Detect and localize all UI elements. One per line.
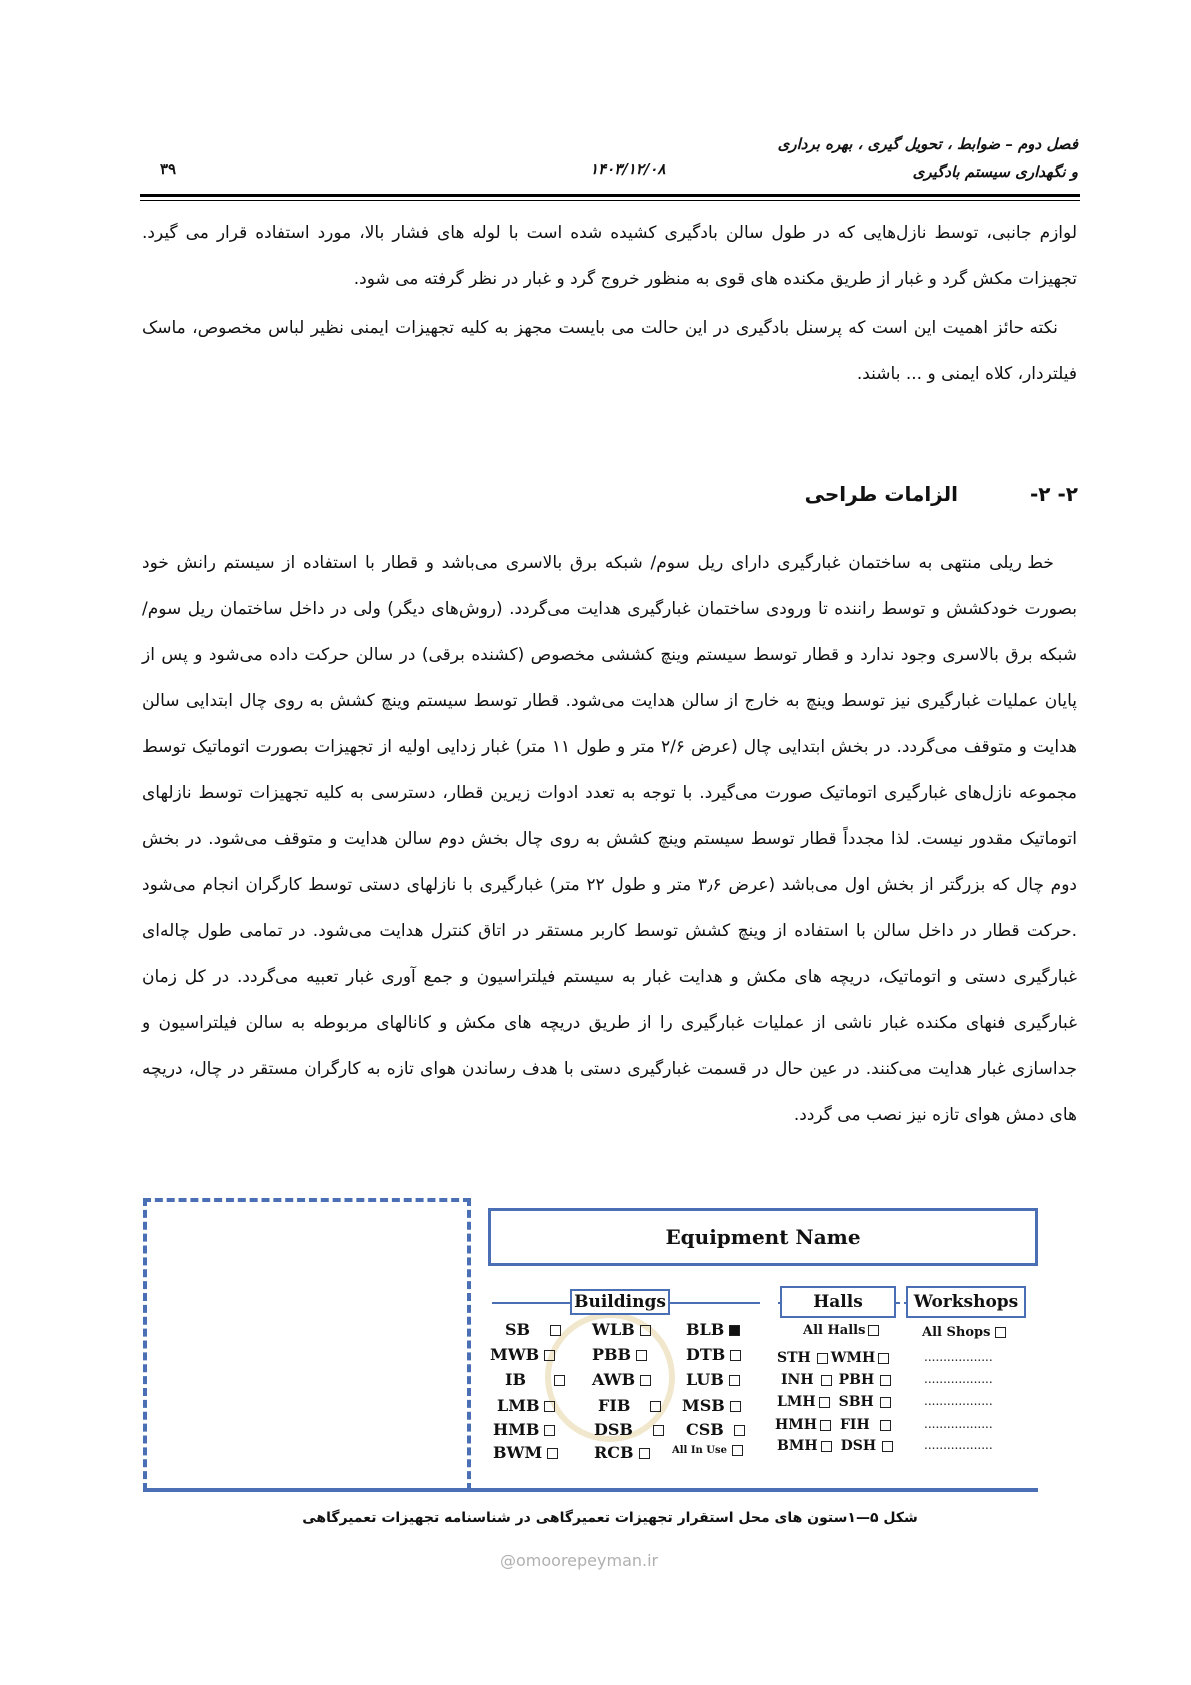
building-sb — [505, 1320, 561, 1339]
section-number: ۲- ۲- — [1029, 482, 1078, 506]
building-mwb — [490, 1345, 555, 1364]
building-awb — [592, 1370, 651, 1389]
checkbox-icon[interactable] — [880, 1420, 891, 1431]
all-halls — [803, 1323, 879, 1338]
building-pbb-label: PBB — [592, 1345, 632, 1364]
building-fib-label: FIB — [598, 1396, 631, 1415]
buildings-label: Buildings — [570, 1289, 670, 1315]
checkbox-icon[interactable] — [653, 1425, 664, 1436]
building-all-in-use-label: All In Use — [672, 1445, 727, 1456]
hall-fih-label: FIH — [839, 1417, 870, 1433]
hall-wmh-label: WMH — [830, 1350, 876, 1366]
section-heading — [805, 482, 1078, 506]
all-halls-label: All Halls — [803, 1323, 866, 1338]
checkbox-icon[interactable] — [732, 1445, 743, 1456]
checkbox-icon[interactable] — [544, 1425, 555, 1436]
building-wlb — [592, 1320, 651, 1339]
building-lmb — [497, 1396, 555, 1415]
building-dsb — [594, 1420, 664, 1439]
building-msb-label: MSB — [682, 1396, 725, 1415]
checkbox-icon[interactable] — [817, 1353, 828, 1364]
paragraph-1: لوازم جانبی، توسط نازل‌هایی که در طول سالن بادگیری کشیده شده است با لوله های فشار بالا، مورد استفاده قرار می گیرد. تجهیزات مکش گرد و غبار از طریق مکنده های قوی به منظور خروج گرد و غبار در نظر گرفته می شود. — [142, 223, 1077, 289]
page-number: ۳۹ — [160, 160, 177, 178]
hall-lmh — [777, 1394, 891, 1410]
hall-sbh-label: SBH — [838, 1394, 874, 1410]
checkbox-icon[interactable] — [544, 1350, 555, 1361]
checkbox-icon[interactable] — [547, 1448, 558, 1459]
checkbox-icon[interactable] — [819, 1397, 830, 1408]
header-rule — [140, 194, 1080, 197]
building-wlb-label: WLB — [592, 1320, 635, 1339]
checkbox-icon[interactable] — [880, 1375, 891, 1386]
shop-line-4: .................. — [924, 1417, 993, 1431]
shop-line-5: .................. — [924, 1438, 993, 1452]
building-lub-label: LUB — [686, 1370, 724, 1389]
building-ib-label: IB — [505, 1370, 527, 1389]
equipment-name-box — [488, 1208, 1038, 1266]
hall-lmh-label: LMH — [777, 1394, 816, 1410]
building-mwb-label: MWB — [490, 1345, 540, 1364]
paragraph-2 — [142, 305, 1077, 397]
checkbox-icon[interactable] — [730, 1401, 741, 1412]
checkbox-icon[interactable] — [734, 1425, 745, 1436]
building-lmb-label: LMB — [497, 1396, 540, 1415]
section-title: الزامات طراحی — [804, 482, 958, 506]
building-fib — [598, 1396, 661, 1415]
building-ib — [505, 1370, 565, 1389]
hall-bmh — [777, 1438, 893, 1454]
building-csb — [686, 1420, 745, 1439]
checkbox-icon[interactable] — [550, 1325, 561, 1336]
checkbox-icon[interactable] — [730, 1350, 741, 1361]
building-rcb — [594, 1443, 650, 1462]
checkbox-icon[interactable] — [639, 1448, 650, 1459]
building-dsb-label: DSB — [594, 1420, 633, 1439]
checkbox-icon[interactable] — [878, 1353, 889, 1364]
paragraph-3 — [142, 540, 1077, 1138]
paragraph-2-text: نکته حائز اهمیت این است که پرسنل بادگیری در این حالت می بایست مجهز به کلیه تجهیزات ایمنی نظیر لباس مخصوص، ماسک فیلتردار، کلاه ایمنی و ... باشند. — [142, 318, 1077, 384]
checkbox-icon[interactable] — [544, 1401, 555, 1412]
building-hmb-label: HMB — [493, 1420, 540, 1439]
building-dtb — [686, 1345, 741, 1364]
checkbox-icon[interactable] — [820, 1420, 831, 1431]
checkbox-icon[interactable] — [640, 1375, 651, 1386]
building-msb — [682, 1396, 741, 1415]
checkbox-icon[interactable] — [554, 1375, 565, 1386]
checkbox-checked-icon[interactable] — [729, 1325, 740, 1336]
header-line-2: و نگهداری سیستم بادگیری — [912, 163, 1078, 181]
watermark-text: @omoorepeyman.ir — [500, 1551, 659, 1570]
hall-hmh — [775, 1417, 891, 1433]
building-pbb — [592, 1345, 647, 1364]
building-blb-label: BLB — [686, 1320, 725, 1339]
figure-dashed-frame — [143, 1198, 471, 1491]
checkbox-icon[interactable] — [729, 1375, 740, 1386]
shop-line-2: .................. — [924, 1372, 993, 1386]
building-bwm-label: BWM — [493, 1443, 543, 1462]
shop-line-3: .................. — [924, 1394, 993, 1408]
header-chapter — [658, 130, 1078, 186]
hall-pbh-label: PBH — [838, 1372, 875, 1388]
checkbox-icon[interactable] — [880, 1397, 891, 1408]
building-bwm — [493, 1443, 558, 1462]
building-blb — [686, 1320, 740, 1339]
building-dtb-label: DTB — [686, 1345, 726, 1364]
hall-inh-label: INH — [781, 1372, 814, 1388]
shop-line-1: .................. — [924, 1350, 993, 1364]
checkbox-icon[interactable] — [882, 1441, 893, 1452]
equipment-name-label: Equipment Name — [665, 1225, 861, 1249]
building-csb-label: CSB — [686, 1420, 724, 1439]
all-shops-label: All Shops — [922, 1325, 991, 1340]
figure-bottom-rule — [143, 1488, 1038, 1492]
checkbox-icon[interactable] — [821, 1375, 832, 1386]
checkbox-icon[interactable] — [650, 1401, 661, 1412]
hall-dsh-label: DSH — [840, 1438, 877, 1454]
figure-caption: شکل ۵—۱ستون های محل استقرار تجهیزات تعمیرگاهی در شناسنامه تجهیزات تعمیرگاهی — [302, 1510, 918, 1526]
checkbox-icon[interactable] — [868, 1325, 879, 1336]
hall-bmh-label: BMH — [777, 1438, 818, 1454]
building-awb-label: AWB — [592, 1370, 636, 1389]
building-lub — [686, 1370, 740, 1389]
header-line-1: فصل دوم – ضوابط ، تحویل گیری ، بهره برداری — [777, 135, 1078, 153]
checkbox-icon[interactable] — [640, 1325, 651, 1336]
workshops-label: Workshops — [906, 1286, 1026, 1318]
hall-sth-label: STH — [777, 1350, 811, 1366]
header-date: ۱۴۰۳/۱۲/۰۸ — [590, 160, 666, 178]
building-hmb — [493, 1420, 555, 1439]
hall-inh — [781, 1372, 891, 1388]
checkbox-icon[interactable] — [636, 1350, 647, 1361]
building-all-in-use — [672, 1445, 743, 1456]
hall-hmh-label: HMH — [775, 1417, 817, 1433]
checkbox-icon[interactable] — [821, 1441, 832, 1452]
hall-sth — [777, 1350, 889, 1366]
checkbox-icon[interactable] — [995, 1327, 1006, 1338]
building-rcb-label: RCB — [594, 1443, 634, 1462]
building-sb-label: SB — [505, 1320, 531, 1339]
header-rule-thin — [140, 200, 1080, 201]
halls-label: Halls — [780, 1286, 896, 1318]
paragraph-3-text: خط ریلی منتهی به ساختمان غبارگیری دارای ریل سوم/ شبکه برق بالاسری می‌باشد و قطار با استفاده از سیستم رانش خود بصورت خودکشش و توسط راننده تا ورودی ساختمان غبارگیری هدایت می‌گردد. (روش‌های دیگر) ولی در داخل ساختمان ریل سوم/ شبکه برق بالاسری وجود ندارد و قطار توسط سیستم وینچ کششی مخصوص (کشنده برقی) در سالن حرکت داده می‌شود و پس از پایان عملیات غبارگیری نیز توسط وینچ به خارج از سالن هدایت می‌شود. قطار توسط سیستم وینچ کشش به روی چال ابتدایی سالن هدایت و متوقف می‌گردد. در بخش ابتدایی چال (عرض ۲/۶ متر و طول ۱۱ متر) غبار زدایی اولیه از تجهیزات بصورت اتوماتیک توسط مجموعه نازل‌های غبارگیری اتوماتیک صورت می‌گیرد. با توجه به تعدد ادوات زیرین قطار، دسترسی به کلیه تجهیزات توسط نازلهای اتوماتیک مقدور نیست. لذا مجدداً قطار توسط سیستم وینچ کشش به روی چال بخش دوم سالن هدایت و متوقف می‌شود. در بخش دوم چال که بزرگتر از بخش اول می‌باشد (عرض ۳٫۶ متر و طول ۲۲ متر) غبارگیری با نازلهای دستی توسط کارگران انجام می‌شود .حرکت قطار در داخل سالن با استفاده از وینچ کشش توسط کاربر مستقر در اتاق کنترل هدایت می‌شود. در تمامی طول چاله‌ای غبارگیری دستی و اتوماتیک، دریچه های مکش و هدایت غبار به سیستم فیلتراسیون و جمع آوری غبار تعبیه می‌گردد. در کل زمان غبارگیری فنهای مکنده غبار ناشی از عملیات غبارگیری را از طریق دریچه های مکش و کانالهای مربوطه به سالن فیلتراسیون و جداسازی غبار هدایت می‌کنند. در عین حال در قسمت غبارگیری دستی با هدف رساندن هوای تازه به کارگران مستقر در چال، دریچه های دمش هوای تازه نیز نصب می گردد. — [142, 553, 1078, 1125]
all-shops — [922, 1325, 1006, 1340]
